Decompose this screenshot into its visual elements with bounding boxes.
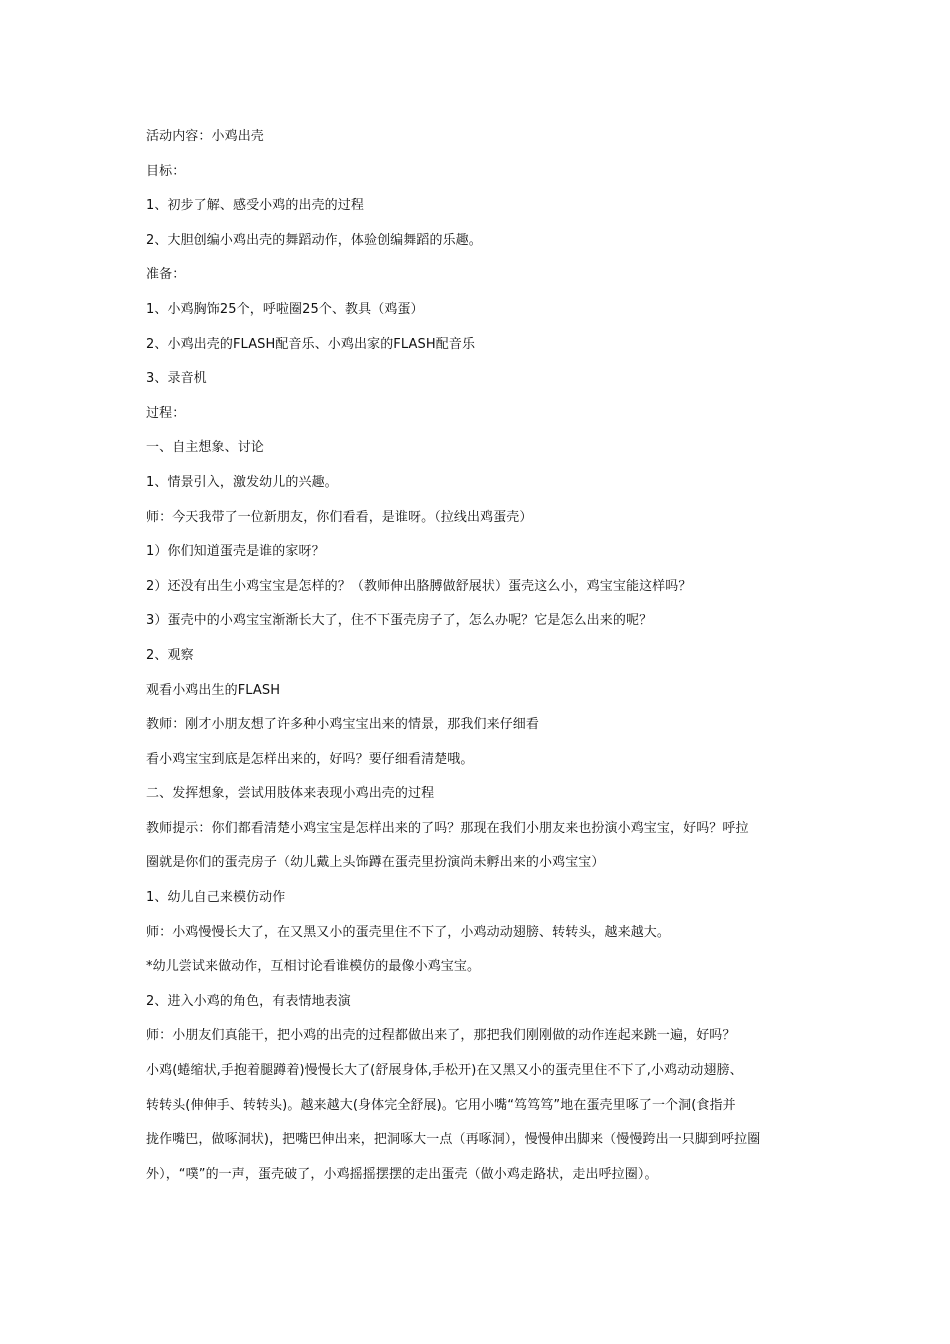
text-line: 师：小鸡慢慢长大了，在又黑又小的蛋壳里住不下了，小鸡动动翅膀、转转头，越来越大。 [146,924,671,940]
goal-item: 1、初步了解、感受小鸡的出壳的过程 [146,198,364,214]
question-item: 3）蛋壳中的小鸡宝宝渐渐长大了，住不下蛋壳房子了，怎么办呢？它是怎么出来的呢？ [146,613,653,629]
goal-item: 2、大胆创编小鸡出壳的舞蹈动作，体验创编舞蹈的乐趣。 [146,232,482,248]
text-line: 圈就是你们的蛋壳房子（幼儿戴上头饰蹲在蛋壳里扮演尚未孵出来的小鸡宝宝） [146,855,605,871]
process-heading: 过程： [146,405,186,421]
preparation-heading: 准备： [146,267,186,283]
goals-heading: 目标： [146,163,186,179]
text-line: 转转头(伸伸手、转转头)。越来越大(身体完全舒展)。它用小嘴“笃笃笃”地在蛋壳里啄了一个洞(食指并 [146,1097,736,1113]
step-heading: 2、进入小鸡的角色，有表情地表演 [146,993,351,1009]
text-line: 师：今天我带了一位新朋友，你们看看，是谁呀。（拉线出鸡蛋壳） [146,509,533,525]
preparation-item: 1、小鸡胸饰25个，呼啦圈25个、教具（鸡蛋） [146,301,424,317]
preparation-item: 2、小鸡出壳的FLASH配音乐、小鸡出家的FLASH配音乐 [146,336,476,352]
step-heading: 1、情景引入，激发幼儿的兴趣。 [146,474,338,490]
section-heading: 二、发挥想象，尝试用肢体来表现小鸡出壳的过程 [146,786,435,802]
text-line: 教师提示：你们都看清楚小鸡宝宝是怎样出来的了吗？那现在我们小朋友来也扮演小鸡宝宝，好吗？呼拉 [146,820,749,836]
text-line: 观看小鸡出生的FLASH [146,682,281,698]
text-line: 看小鸡宝宝到底是怎样出来的，好吗？要仔细看清楚哦。 [146,751,474,767]
step-heading: 1、幼儿自己来模仿动作 [146,890,286,906]
text-line: 教师：刚才小朋友想了许多种小鸡宝宝出来的情景，那我们来仔细看 [146,717,540,733]
step-heading: 2、观察 [146,647,194,663]
question-item: 2）还没有出生小鸡宝宝是怎样的？（教师伸出胳膊做舒展状）蛋壳这么小，鸡宝宝能这样吗？ [146,578,692,594]
text-line: 外），“噗”的一声，蛋壳破了，小鸡摇摇摆摆的走出蛋壳（做小鸡走路状，走出呼拉圈）。 [146,1166,658,1182]
text-line: 拢作嘴巴，做啄洞状)，把嘴巴伸出来，把洞啄大一点（再啄洞），慢慢伸出脚来（慢慢跨出一只脚到呼拉圈 [146,1132,761,1148]
text-line: *幼儿尝试来做动作，互相讨论看谁模仿的最像小鸡宝宝。 [146,959,481,975]
preparation-item: 3、录音机 [146,371,207,387]
document-body [146,126,826,1198]
section-heading: 一、自主想象、讨论 [146,440,264,456]
text-line: 小鸡(蜷缩状,手抱着腿蹲着)慢慢长大了(舒展身体,手松开)在又黑又小的蛋壳里住不下了,小鸡动动翅膀、 [146,1063,743,1079]
question-item: 1）你们知道蛋壳是谁的家呀？ [146,544,325,560]
text-line: 师：小朋友们真能干，把小鸡的出壳的过程都做出来了，那把我们刚刚做的动作连起来跳一遍，好吗？ [146,1028,736,1044]
activity-title: 活动内容：小鸡出壳 [146,129,264,144]
